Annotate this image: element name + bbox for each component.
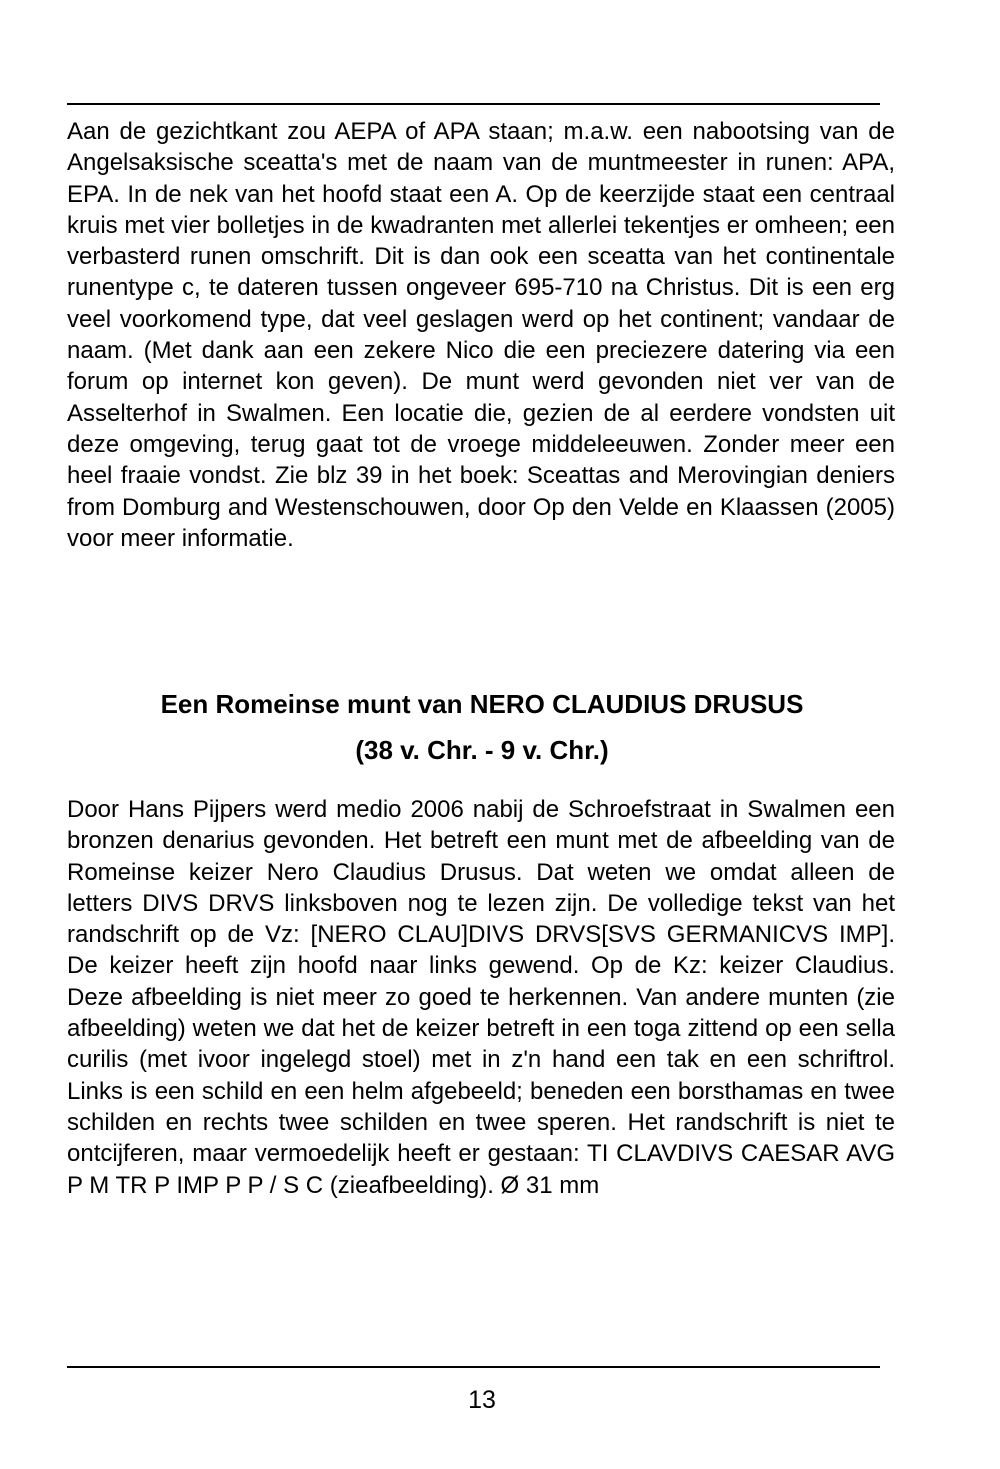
bottom-rule [67, 1366, 880, 1368]
body-paragraph-2: Door Hans Pijpers werd medio 2006 nabij de Schroefstraat in Swalmen een bronzen denarius gevonden. Het betreft een munt met de afbeelding van de Romeinse keizer Nero Claudius Drusus. Dat weten we omdat alleen de letters DIVS DRVS linksboven nog te lezen zijn. De volledige tekst van het randschrift op de Vz: [NERO CLAU]DIVS DRVS[SVS GERMANICVS IMP]. De keizer heeft zijn hoofd naar links gewend. Op de Kz: keizer Claudius. Deze afbeelding is niet meer zo goed te herkennen. Van andere munten (zie afbeelding) weten we dat het de keizer betreft in een toga zittend op een sella curilis (met ivoor ingelegd stoel) met in z'n hand een tak en een schriftrol. Links is een schild en een helm afgebeeld; beneden een borsthamas en twee schilden en rechts twee schilden en twee speren. Het randschrift is niet te ontcijferen, maar vermoedelijk heeft er gestaan: TI CLAVDIVS CAESAR AVG P M TR P IMP P P / S C (zieafbeelding). Ø 31 mm [67, 796, 895, 1199]
section-heading-dates: (38 v. Chr. - 9 v. Chr.) [355, 735, 609, 765]
page-number: 13 [468, 1386, 496, 1414]
body-paragraph-1: Aan de gezichtkant zou AEPA of APA staan; m.a.w. een nabootsing van de Angelsaksische sceatta's met de naam van de muntmeester in runen: APA, EPA. In de nek van het hoofd staat een A. Op de keerzijde staat een centraal kruis met vier bolletjes in de kwadranten met allerlei tekentjes er omheen; een verbasterd runen omschrift. Dit is dan ook een sceatta van het continentale runentype c, te dateren tussen ongeveer 695-710 na Christus. Dit is een erg veel voorkomend type, dat veel geslagen werd op het continent; vandaar de naam. (Met dank aan een zekere Nico die een preciezere datering via een forum op internet kon geven). De munt werd gevonden niet ver van de Asselterhof in Swalmen. Een locatie die, gezien de al eerdere vondsten uit deze omgeving, terug gaat tot de vroege middeleeuwen. Zonder meer een heel fraaie vondst. Zie blz 39 in het boek: Sceattas and Merovingian deniers from Domburg and Westenschouwen, door Op den Velde en Klaassen (2005) voor meer informatie. [67, 118, 895, 552]
top-rule [67, 103, 880, 105]
section-heading: Een Romeinse munt van NERO CLAUDIUS DRUSUS [160, 689, 804, 719]
